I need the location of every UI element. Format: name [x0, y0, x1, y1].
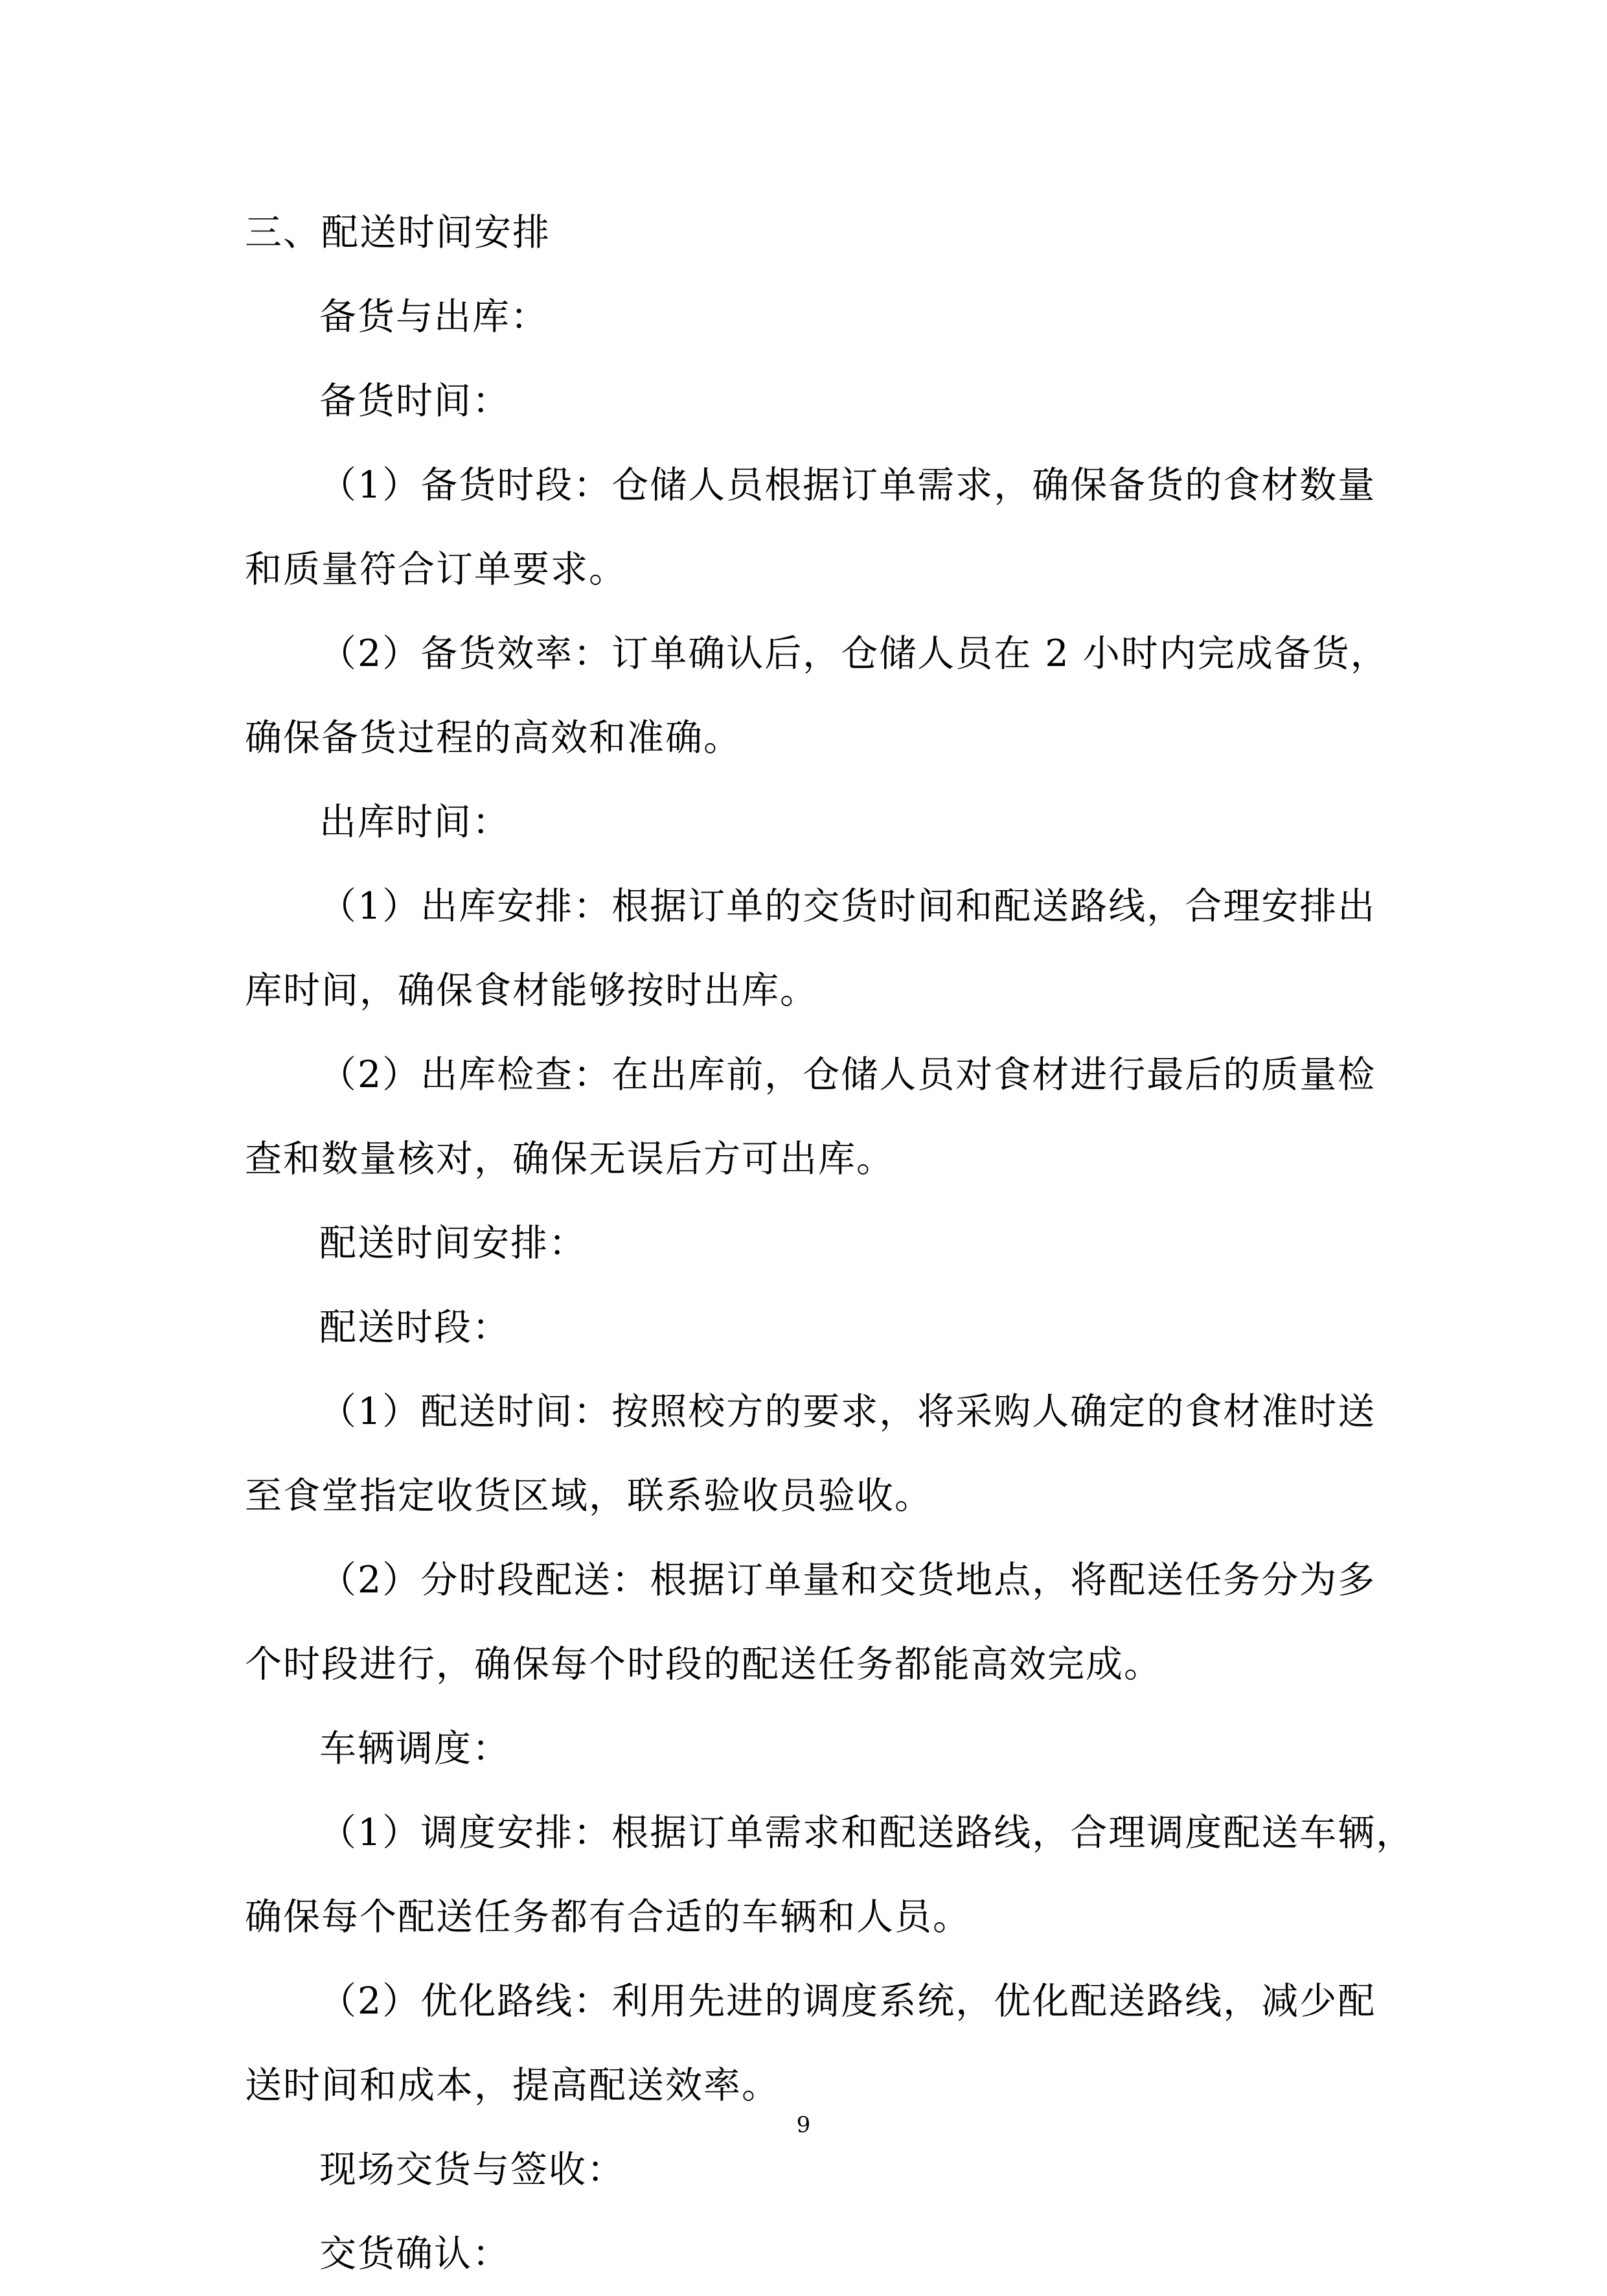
list-item-line-2: 至食堂指定收货区域，联系验收员验收。 [245, 1475, 933, 1517]
list-item-line-2: 确保每个配送任务都有合适的车辆和人员。 [245, 1896, 971, 1938]
list-item-stocking-efficiency [245, 612, 1389, 780]
section-title: 三、配送时间安排 [245, 211, 551, 254]
subheading-stocking-time: 备货时间： [319, 380, 510, 422]
subheading-stocking-and-outbound: 备货与出库： [319, 295, 549, 338]
list-item-line-1: （1）调度安排：根据订单需求和配送路线，合理调度配送车辆， [319, 1811, 1415, 1854]
list-item-line-2: 个时段进行，确保每个时段的配送任务都能高效完成。 [245, 1643, 1162, 1686]
list-item-line-1: （1）出库安排：根据订单的交货时间和配送路线，合理安排出 [319, 885, 1376, 928]
list-item-line-2: 查和数量核对，确保无误后方可出库。 [245, 1138, 895, 1180]
list-item-line-1: （1）备货时段：仓储人员根据订单需求，确保备货的食材数量 [319, 464, 1376, 507]
list-item-line-1: （2）出库检查：在出库前，仓储人员对食材进行最后的质量检 [319, 1053, 1376, 1096]
list-item-line-2: 送时间和成本，提高配送效率。 [245, 2064, 780, 2107]
subheading-onsite-delivery: 现场交货与签收： [319, 2148, 625, 2191]
subheading-delivery-confirmation: 交货确认： [319, 2233, 510, 2275]
list-item-line-1: （2）优化路线：利用先进的调度系统，优化配送路线，减少配 [319, 1980, 1376, 2023]
list-item-outbound-arrangement [245, 864, 1376, 1033]
list-item-line-2: 库时间，确保食材能够按时出库。 [245, 969, 818, 1012]
list-item-outbound-check [245, 1033, 1376, 1201]
subheading-outbound-time: 出库时间： [319, 801, 510, 844]
document-body [245, 190, 1415, 2296]
list-item-stocking-period [245, 443, 1376, 612]
subheading-vehicle-dispatch: 车辆调度： [319, 1727, 510, 1770]
list-item-route-optimization [245, 1959, 1376, 2128]
list-item-dispatch-arrangement [245, 1791, 1415, 1959]
list-item-line-2: 和质量符合订单要求。 [245, 548, 627, 591]
list-item-delivery-time [245, 1370, 1376, 1538]
subheading-delivery-schedule: 配送时间安排： [319, 1222, 587, 1265]
list-item-line-1: （1）配送时间：按照校方的要求，将采购人确定的食材准时送 [319, 1390, 1376, 1433]
list-item-line-1: （2）备货效率：订单确认后，仓储人员在 2 小时内完成备货， [319, 632, 1389, 675]
subheading-delivery-period: 配送时段： [319, 1306, 510, 1349]
list-item-line-1: （2）分时段配送：根据订单量和交货地点，将配送任务分为多 [319, 1559, 1376, 1601]
page-number: 9 [796, 2112, 811, 2138]
list-item-split-delivery [245, 1538, 1376, 1706]
list-item-line-2: 确保备货过程的高效和准确。 [245, 717, 742, 759]
